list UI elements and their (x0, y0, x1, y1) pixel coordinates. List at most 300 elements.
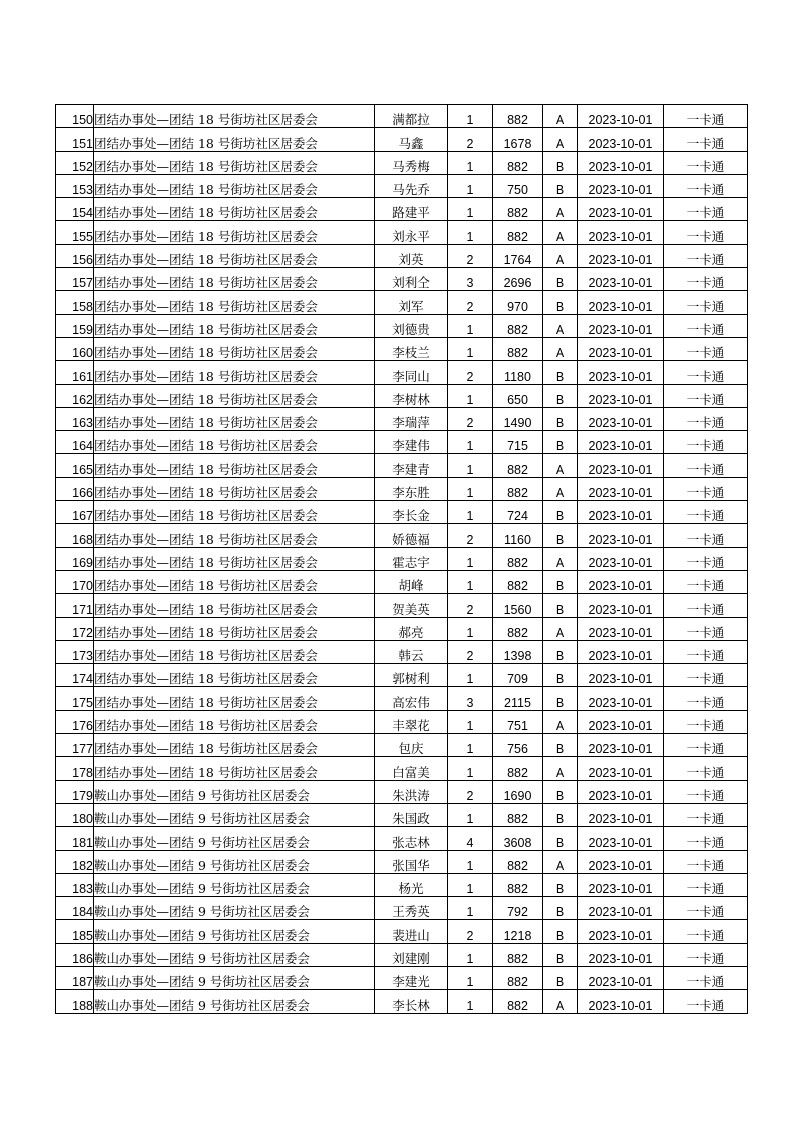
table-row (56, 337, 748, 360)
payment-method-cell: 一卡通 (664, 407, 748, 430)
date-cell: 2023-10-01 (578, 431, 664, 454)
category-cell: B (543, 687, 578, 710)
name-cell: 刘永平 (375, 221, 448, 244)
table-row (56, 920, 748, 943)
name-cell: 朱国政 (375, 803, 448, 826)
unit-cell: 团结办事处—团结 18 号街坊社区居委会 (94, 501, 375, 524)
row-number-cell: 155 (56, 221, 94, 244)
unit-cell: 团结办事处—团结 18 号街坊社区居委会 (94, 384, 375, 407)
person-count-cell: 1 (448, 337, 493, 360)
amount-cell: 724 (493, 501, 543, 524)
row-number-cell: 176 (56, 710, 94, 733)
table-row (56, 570, 748, 593)
amount-cell: 882 (493, 990, 543, 1013)
unit-cell: 团结办事处—团结 18 号街坊社区居委会 (94, 337, 375, 360)
name-cell: 李长林 (375, 990, 448, 1013)
unit-cell: 团结办事处—团结 18 号街坊社区居委会 (94, 128, 375, 151)
date-cell: 2023-10-01 (578, 850, 664, 873)
payment-method-cell: 一卡通 (664, 617, 748, 640)
payment-method-cell: 一卡通 (664, 664, 748, 687)
row-number-cell: 179 (56, 780, 94, 803)
category-cell: A (543, 221, 578, 244)
unit-cell: 团结办事处—团结 18 号街坊社区居委会 (94, 524, 375, 547)
table-row (56, 943, 748, 966)
name-cell: 马鑫 (375, 128, 448, 151)
name-cell: 胡峰 (375, 570, 448, 593)
table-row (56, 244, 748, 267)
person-count-cell: 1 (448, 454, 493, 477)
row-number-cell: 152 (56, 151, 94, 174)
row-number-cell: 162 (56, 384, 94, 407)
category-cell: B (543, 803, 578, 826)
payment-method-cell: 一卡通 (664, 920, 748, 943)
name-cell: 李建光 (375, 966, 448, 989)
person-count-cell: 3 (448, 268, 493, 291)
category-cell: A (543, 710, 578, 733)
unit-cell: 鞍山办事处—团结 9 号街坊社区居委会 (94, 943, 375, 966)
name-cell: 霍志宇 (375, 547, 448, 570)
date-cell: 2023-10-01 (578, 337, 664, 360)
table-row (56, 827, 748, 850)
name-cell: 张国华 (375, 850, 448, 873)
date-cell: 2023-10-01 (578, 291, 664, 314)
amount-cell: 756 (493, 734, 543, 757)
table-row (56, 664, 748, 687)
person-count-cell: 3 (448, 687, 493, 710)
records-table (55, 104, 748, 1014)
row-number-cell: 168 (56, 524, 94, 547)
category-cell: A (543, 990, 578, 1013)
person-count-cell: 2 (448, 244, 493, 267)
date-cell: 2023-10-01 (578, 524, 664, 547)
amount-cell: 882 (493, 198, 543, 221)
table-row (56, 547, 748, 570)
row-number-cell: 167 (56, 501, 94, 524)
name-cell: 满都拉 (375, 105, 448, 128)
table-row (56, 454, 748, 477)
row-number-cell: 151 (56, 128, 94, 151)
row-number-cell: 181 (56, 827, 94, 850)
category-cell: B (543, 640, 578, 663)
person-count-cell: 1 (448, 547, 493, 570)
person-count-cell: 1 (448, 873, 493, 896)
row-number-cell: 177 (56, 734, 94, 757)
date-cell: 2023-10-01 (578, 617, 664, 640)
unit-cell: 团结办事处—团结 18 号街坊社区居委会 (94, 570, 375, 593)
category-cell: A (543, 617, 578, 640)
table-row (56, 198, 748, 221)
category-cell: B (543, 943, 578, 966)
person-count-cell: 1 (448, 431, 493, 454)
person-count-cell: 1 (448, 384, 493, 407)
row-number-cell: 188 (56, 990, 94, 1013)
table-row (56, 524, 748, 547)
date-cell: 2023-10-01 (578, 244, 664, 267)
person-count-cell: 1 (448, 570, 493, 593)
name-cell: 路建平 (375, 198, 448, 221)
payment-method-cell: 一卡通 (664, 687, 748, 710)
name-cell: 刘英 (375, 244, 448, 267)
unit-cell: 团结办事处—团结 18 号街坊社区居委会 (94, 221, 375, 244)
category-cell: B (543, 384, 578, 407)
person-count-cell: 1 (448, 966, 493, 989)
payment-method-cell: 一卡通 (664, 640, 748, 663)
row-number-cell: 164 (56, 431, 94, 454)
row-number-cell: 180 (56, 803, 94, 826)
category-cell: A (543, 547, 578, 570)
date-cell: 2023-10-01 (578, 268, 664, 291)
person-count-cell: 1 (448, 990, 493, 1013)
unit-cell: 鞍山办事处—团结 9 号街坊社区居委会 (94, 920, 375, 943)
person-count-cell: 1 (448, 314, 493, 337)
payment-method-cell: 一卡通 (664, 594, 748, 617)
date-cell: 2023-10-01 (578, 780, 664, 803)
category-cell: A (543, 850, 578, 873)
payment-method-cell: 一卡通 (664, 361, 748, 384)
name-cell: 白富美 (375, 757, 448, 780)
person-count-cell: 1 (448, 710, 493, 733)
payment-method-cell: 一卡通 (664, 780, 748, 803)
person-count-cell: 2 (448, 780, 493, 803)
category-cell: B (543, 524, 578, 547)
name-cell: 李枝兰 (375, 337, 448, 360)
name-cell: 高宏伟 (375, 687, 448, 710)
date-cell: 2023-10-01 (578, 640, 664, 663)
category-cell: B (543, 151, 578, 174)
person-count-cell: 2 (448, 920, 493, 943)
row-number-cell: 160 (56, 337, 94, 360)
name-cell: 包庆 (375, 734, 448, 757)
row-number-cell: 171 (56, 594, 94, 617)
table-row (56, 734, 748, 757)
name-cell: 李长金 (375, 501, 448, 524)
amount-cell: 1560 (493, 594, 543, 617)
date-cell: 2023-10-01 (578, 803, 664, 826)
amount-cell: 882 (493, 105, 543, 128)
unit-cell: 团结办事处—团结 18 号街坊社区居委会 (94, 268, 375, 291)
payment-method-cell: 一卡通 (664, 244, 748, 267)
date-cell: 2023-10-01 (578, 384, 664, 407)
table-row (56, 384, 748, 407)
row-number-cell: 159 (56, 314, 94, 337)
payment-method-cell: 一卡通 (664, 431, 748, 454)
person-count-cell: 1 (448, 664, 493, 687)
category-cell: B (543, 734, 578, 757)
payment-method-cell: 一卡通 (664, 897, 748, 920)
table-row (56, 617, 748, 640)
category-cell: A (543, 454, 578, 477)
date-cell: 2023-10-01 (578, 454, 664, 477)
person-count-cell: 1 (448, 734, 493, 757)
table-row (56, 780, 748, 803)
date-cell: 2023-10-01 (578, 594, 664, 617)
name-cell: 刘德贵 (375, 314, 448, 337)
row-number-cell: 183 (56, 873, 94, 896)
category-cell: B (543, 268, 578, 291)
payment-method-cell: 一卡通 (664, 221, 748, 244)
payment-method-cell: 一卡通 (664, 314, 748, 337)
name-cell: 娇德福 (375, 524, 448, 547)
table-row (56, 710, 748, 733)
amount-cell: 2696 (493, 268, 543, 291)
table-row (56, 361, 748, 384)
unit-cell: 团结办事处—团结 18 号街坊社区居委会 (94, 547, 375, 570)
amount-cell: 650 (493, 384, 543, 407)
payment-method-cell: 一卡通 (664, 268, 748, 291)
row-number-cell: 163 (56, 407, 94, 430)
date-cell: 2023-10-01 (578, 361, 664, 384)
amount-cell: 882 (493, 221, 543, 244)
unit-cell: 团结办事处—团结 18 号街坊社区居委会 (94, 477, 375, 500)
row-number-cell: 184 (56, 897, 94, 920)
person-count-cell: 2 (448, 128, 493, 151)
name-cell: 李树林 (375, 384, 448, 407)
unit-cell: 团结办事处—团结 18 号街坊社区居委会 (94, 174, 375, 197)
date-cell: 2023-10-01 (578, 897, 664, 920)
category-cell: A (543, 337, 578, 360)
category-cell: B (543, 873, 578, 896)
unit-cell: 团结办事处—团结 18 号街坊社区居委会 (94, 454, 375, 477)
payment-method-cell: 一卡通 (664, 524, 748, 547)
table-row (56, 221, 748, 244)
name-cell: 马先乔 (375, 174, 448, 197)
category-cell: A (543, 105, 578, 128)
table-row (56, 128, 748, 151)
row-number-cell: 172 (56, 617, 94, 640)
name-cell: 韩云 (375, 640, 448, 663)
amount-cell: 1490 (493, 407, 543, 430)
name-cell: 郭树利 (375, 664, 448, 687)
table-row (56, 687, 748, 710)
date-cell: 2023-10-01 (578, 966, 664, 989)
unit-cell: 团结办事处—团结 18 号街坊社区居委会 (94, 198, 375, 221)
amount-cell: 1398 (493, 640, 543, 663)
amount-cell: 3608 (493, 827, 543, 850)
row-number-cell: 156 (56, 244, 94, 267)
category-cell: B (543, 594, 578, 617)
row-number-cell: 182 (56, 850, 94, 873)
category-cell: B (543, 501, 578, 524)
table-row (56, 897, 748, 920)
amount-cell: 970 (493, 291, 543, 314)
row-number-cell: 174 (56, 664, 94, 687)
amount-cell: 882 (493, 314, 543, 337)
amount-cell: 882 (493, 477, 543, 500)
date-cell: 2023-10-01 (578, 920, 664, 943)
unit-cell: 团结办事处—团结 18 号街坊社区居委会 (94, 151, 375, 174)
unit-cell: 团结办事处—团结 18 号街坊社区居委会 (94, 640, 375, 663)
name-cell: 刘建刚 (375, 943, 448, 966)
category-cell: A (543, 314, 578, 337)
date-cell: 2023-10-01 (578, 570, 664, 593)
person-count-cell: 2 (448, 291, 493, 314)
payment-method-cell: 一卡通 (664, 873, 748, 896)
unit-cell: 团结办事处—团结 18 号街坊社区居委会 (94, 407, 375, 430)
date-cell: 2023-10-01 (578, 314, 664, 337)
amount-cell: 882 (493, 850, 543, 873)
amount-cell: 882 (493, 547, 543, 570)
person-count-cell: 1 (448, 850, 493, 873)
table-row (56, 501, 748, 524)
name-cell: 王秀英 (375, 897, 448, 920)
date-cell: 2023-10-01 (578, 151, 664, 174)
payment-method-cell: 一卡通 (664, 151, 748, 174)
name-cell: 贺美英 (375, 594, 448, 617)
unit-cell: 鞍山办事处—团结 9 号街坊社区居委会 (94, 803, 375, 826)
unit-cell: 团结办事处—团结 18 号街坊社区居委会 (94, 244, 375, 267)
person-count-cell: 4 (448, 827, 493, 850)
row-number-cell: 157 (56, 268, 94, 291)
payment-method-cell: 一卡通 (664, 850, 748, 873)
unit-cell: 团结办事处—团结 18 号街坊社区居委会 (94, 687, 375, 710)
name-cell: 刘利仝 (375, 268, 448, 291)
person-count-cell: 2 (448, 524, 493, 547)
category-cell: B (543, 966, 578, 989)
unit-cell: 鞍山办事处—团结 9 号街坊社区居委会 (94, 827, 375, 850)
row-number-cell: 166 (56, 477, 94, 500)
table-row (56, 174, 748, 197)
table-row (56, 431, 748, 454)
table-row (56, 291, 748, 314)
unit-cell: 鞍山办事处—团结 9 号街坊社区居委会 (94, 780, 375, 803)
amount-cell: 882 (493, 337, 543, 360)
category-cell: B (543, 780, 578, 803)
amount-cell: 882 (493, 570, 543, 593)
amount-cell: 1218 (493, 920, 543, 943)
row-number-cell: 173 (56, 640, 94, 663)
date-cell: 2023-10-01 (578, 501, 664, 524)
person-count-cell: 2 (448, 361, 493, 384)
table-row (56, 850, 748, 873)
table-row (56, 640, 748, 663)
person-count-cell: 1 (448, 198, 493, 221)
amount-cell: 1678 (493, 128, 543, 151)
table-row (56, 803, 748, 826)
name-cell: 刘军 (375, 291, 448, 314)
unit-cell: 团结办事处—团结 18 号街坊社区居委会 (94, 431, 375, 454)
category-cell: A (543, 244, 578, 267)
table-row (56, 314, 748, 337)
category-cell: B (543, 361, 578, 384)
payment-method-cell: 一卡通 (664, 501, 748, 524)
amount-cell: 882 (493, 151, 543, 174)
payment-method-cell: 一卡通 (664, 734, 748, 757)
category-cell: A (543, 757, 578, 780)
name-cell: 李建青 (375, 454, 448, 477)
payment-method-cell: 一卡通 (664, 990, 748, 1013)
unit-cell: 鞍山办事处—团结 9 号街坊社区居委会 (94, 990, 375, 1013)
records-table-body (56, 105, 748, 1014)
unit-cell: 鞍山办事处—团结 9 号街坊社区居委会 (94, 966, 375, 989)
unit-cell: 团结办事处—团结 18 号街坊社区居委会 (94, 734, 375, 757)
row-number-cell: 165 (56, 454, 94, 477)
person-count-cell: 1 (448, 105, 493, 128)
date-cell: 2023-10-01 (578, 407, 664, 430)
person-count-cell: 2 (448, 594, 493, 617)
name-cell: 朱洪涛 (375, 780, 448, 803)
date-cell: 2023-10-01 (578, 128, 664, 151)
name-cell: 张志林 (375, 827, 448, 850)
table-row (56, 268, 748, 291)
category-cell: B (543, 920, 578, 943)
payment-method-cell: 一卡通 (664, 943, 748, 966)
amount-cell: 1160 (493, 524, 543, 547)
date-cell: 2023-10-01 (578, 943, 664, 966)
category-cell: B (543, 174, 578, 197)
date-cell: 2023-10-01 (578, 990, 664, 1013)
payment-method-cell: 一卡通 (664, 384, 748, 407)
payment-method-cell: 一卡通 (664, 710, 748, 733)
amount-cell: 882 (493, 454, 543, 477)
payment-method-cell: 一卡通 (664, 128, 748, 151)
payment-method-cell: 一卡通 (664, 105, 748, 128)
payment-method-cell: 一卡通 (664, 966, 748, 989)
amount-cell: 792 (493, 897, 543, 920)
person-count-cell: 1 (448, 174, 493, 197)
amount-cell: 1764 (493, 244, 543, 267)
amount-cell: 1690 (493, 780, 543, 803)
amount-cell: 882 (493, 943, 543, 966)
table-row (56, 757, 748, 780)
category-cell: B (543, 570, 578, 593)
amount-cell: 2115 (493, 687, 543, 710)
unit-cell: 鞍山办事处—团结 9 号街坊社区居委会 (94, 850, 375, 873)
payment-method-cell: 一卡通 (664, 337, 748, 360)
payment-method-cell: 一卡通 (664, 547, 748, 570)
person-count-cell: 1 (448, 897, 493, 920)
category-cell: B (543, 827, 578, 850)
person-count-cell: 1 (448, 617, 493, 640)
name-cell: 杨光 (375, 873, 448, 896)
payment-method-cell: 一卡通 (664, 198, 748, 221)
payment-method-cell: 一卡通 (664, 570, 748, 593)
row-number-cell: 170 (56, 570, 94, 593)
unit-cell: 团结办事处—团结 18 号街坊社区居委会 (94, 105, 375, 128)
table-row (56, 477, 748, 500)
name-cell: 马秀梅 (375, 151, 448, 174)
person-count-cell: 1 (448, 501, 493, 524)
row-number-cell: 186 (56, 943, 94, 966)
date-cell: 2023-10-01 (578, 105, 664, 128)
amount-cell: 882 (493, 873, 543, 896)
payment-method-cell: 一卡通 (664, 827, 748, 850)
category-cell: B (543, 431, 578, 454)
unit-cell: 团结办事处—团结 18 号街坊社区居委会 (94, 757, 375, 780)
category-cell: B (543, 407, 578, 430)
person-count-cell: 2 (448, 640, 493, 663)
row-number-cell: 178 (56, 757, 94, 780)
date-cell: 2023-10-01 (578, 873, 664, 896)
name-cell: 李瑞萍 (375, 407, 448, 430)
date-cell: 2023-10-01 (578, 174, 664, 197)
person-count-cell: 1 (448, 151, 493, 174)
row-number-cell: 150 (56, 105, 94, 128)
row-number-cell: 161 (56, 361, 94, 384)
date-cell: 2023-10-01 (578, 547, 664, 570)
payment-method-cell: 一卡通 (664, 174, 748, 197)
row-number-cell: 154 (56, 198, 94, 221)
amount-cell: 882 (493, 757, 543, 780)
table-row (56, 990, 748, 1013)
unit-cell: 团结办事处—团结 18 号街坊社区居委会 (94, 710, 375, 733)
unit-cell: 鞍山办事处—团结 9 号街坊社区居委会 (94, 897, 375, 920)
row-number-cell: 185 (56, 920, 94, 943)
amount-cell: 751 (493, 710, 543, 733)
payment-method-cell: 一卡通 (664, 757, 748, 780)
date-cell: 2023-10-01 (578, 664, 664, 687)
unit-cell: 团结办事处—团结 18 号街坊社区居委会 (94, 594, 375, 617)
name-cell: 李建伟 (375, 431, 448, 454)
